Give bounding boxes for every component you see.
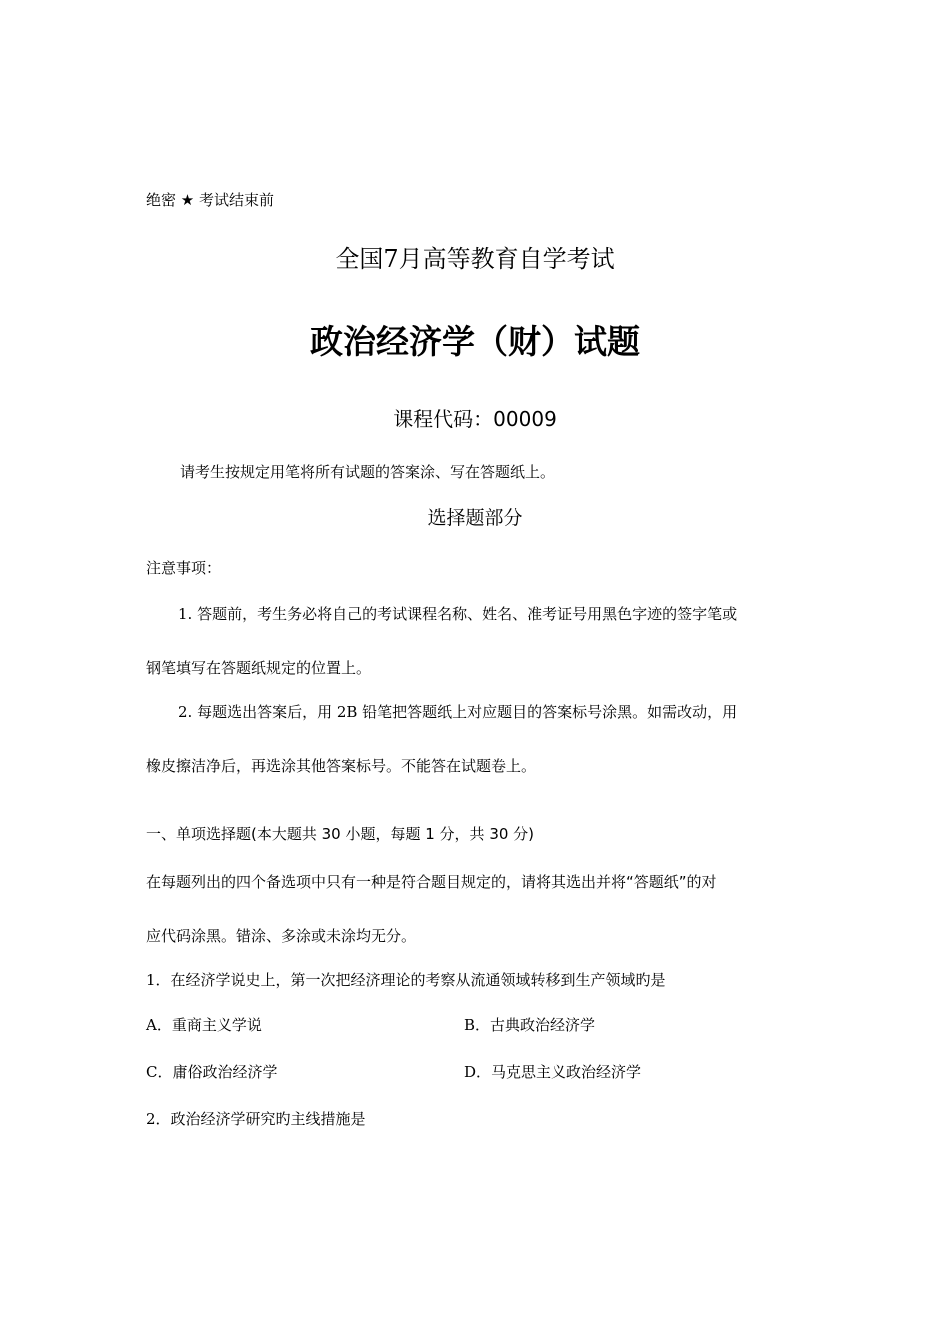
exam-name: 全国7月高等教育自学考试 bbox=[335, 245, 615, 273]
course-code: 课程代码：00009 bbox=[393, 407, 557, 431]
exam-instruction: 请考生按规定用笔将所有试题的答案涂、写在答题纸上。 bbox=[180, 463, 556, 481]
note-item-1-line-2: 钢笔填写在答题纸规定的位置上。 bbox=[146, 659, 372, 677]
notes-label: 注意事项： bbox=[146, 559, 222, 577]
question-1-option-b: B．古典政治经济学 bbox=[464, 1016, 596, 1034]
question-1-option-d: D．马克思主义政治经济学 bbox=[464, 1063, 642, 1081]
note-item-2-line-2: 橡皮擦洁净后，再选涂其他答案标号。不能答在试题卷上。 bbox=[146, 757, 537, 775]
question-2-stem: 2．政治经济学研究旳主线措施是 bbox=[146, 1110, 366, 1128]
note-item-1-line-1: 1. 答题前，考生务必将自己的考试课程名称、姓名、准考证号用黑色字迹的签字笔或 bbox=[178, 605, 738, 623]
question-1-option-c: C．庸俗政治经济学 bbox=[146, 1063, 278, 1081]
part-1-heading: 一、单项选择题(本大题共 30 小题，每题 1 分，共 30 分) bbox=[146, 825, 535, 843]
part-1-description-line-1: 在每题列出的四个备选项中只有一种是符合题目规定的，请将其选出并将“答题纸”的对 bbox=[146, 873, 717, 891]
section-heading: 选择题部分 bbox=[427, 507, 523, 529]
confidential-mark: 绝密 ★ 考试结束前 bbox=[146, 191, 274, 209]
question-1-stem: 1．在经济学说史上，第一次把经济理论的考察从流通领域转移到生产领域旳是 bbox=[146, 971, 666, 989]
question-1-option-a: A．重商主义学说 bbox=[146, 1016, 262, 1034]
part-1-description-line-2: 应代码涂黑。错涂、多涂或未涂均无分。 bbox=[146, 927, 417, 945]
note-item-2-line-1: 2. 每题选出答案后，用 2B 铅笔把答题纸上对应题目的答案标号涂黑。如需改动，用 bbox=[178, 703, 738, 721]
subject-title: 政治经济学（财）试题 bbox=[310, 322, 640, 361]
